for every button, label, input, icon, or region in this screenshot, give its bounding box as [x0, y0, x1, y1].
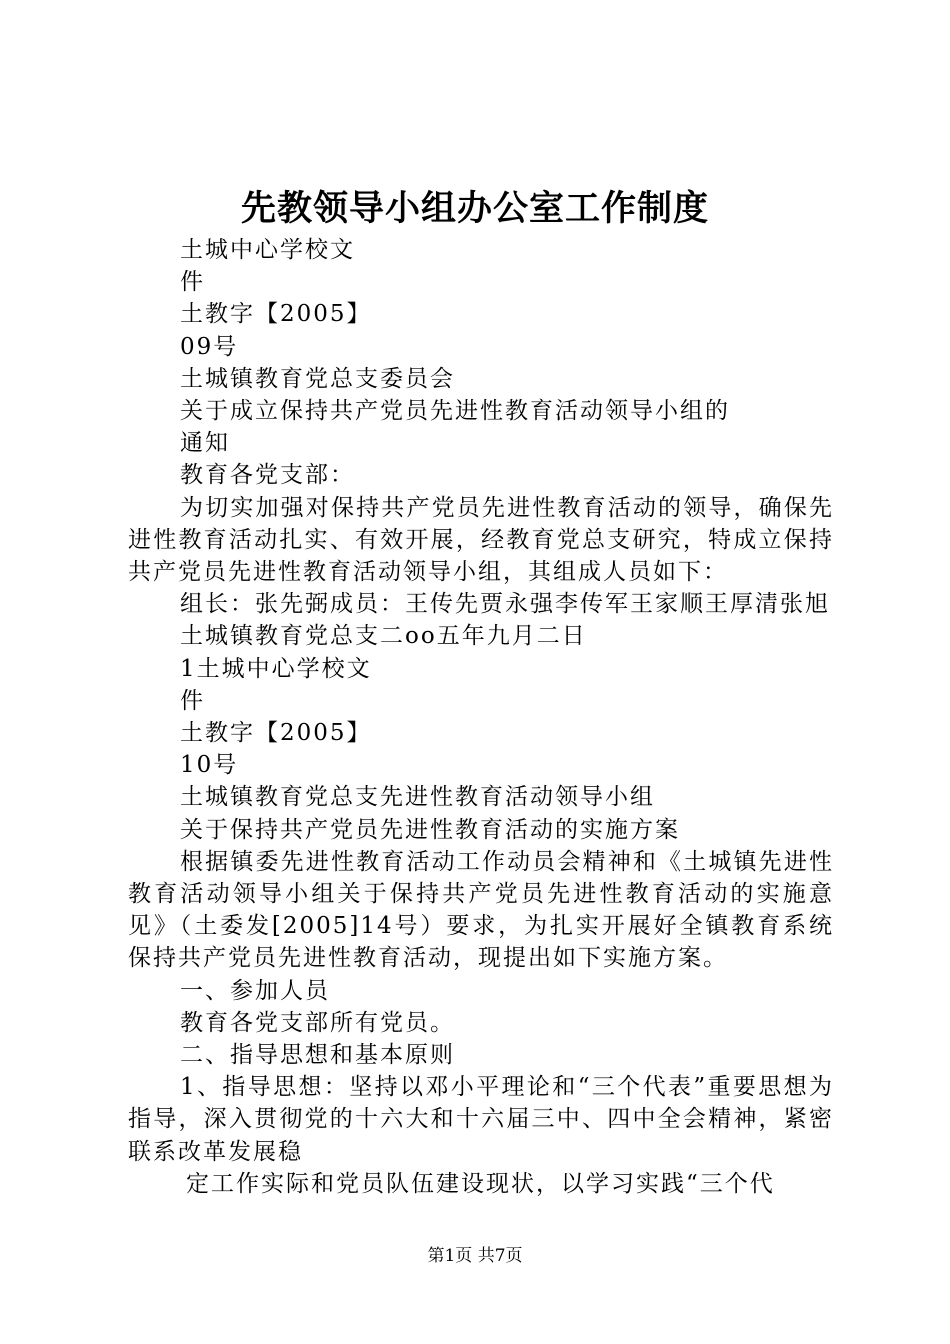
paragraph: 1土城中心学校文: [180, 655, 372, 682]
paragraph: 土教字【2005】: [180, 301, 372, 328]
paragraph: 一、参加人员: [180, 977, 330, 1004]
paragraph: 教育各党支部：: [180, 462, 355, 489]
paragraph: 10号: [180, 752, 239, 779]
paragraph: 土教字【2005】: [180, 720, 372, 747]
paragraph: 件: [180, 687, 205, 714]
paragraph: 教育各党支部所有党员。: [180, 1009, 455, 1036]
paragraph: 土城镇教育党总支先进性教育活动领导小组: [180, 784, 655, 811]
paragraph: 为切实加强对保持共产党员先进性教育活动的领导，确保先进性教育活动扎实、有效开展，经教育党总支研究，特成立保持共产党员先进性教育活动领导小组，其组成人员如下：: [128, 494, 834, 586]
paragraph: 1、指导思想：坚持以邓小平理论和“三个代表”重要思想为指导，深入贯彻党的十六大和十六届三中、四中全会精神，紧密联系改革发展稳: [128, 1074, 834, 1165]
paragraph: 组长：张先弼成员：王传先贾永强李传军王家顺王厚清张旭: [180, 591, 830, 618]
paragraph: 土城镇教育党总支委员会: [180, 365, 455, 392]
paragraph: 通知: [180, 430, 230, 457]
paragraph: 土城中心学校文: [180, 237, 355, 263]
paragraph: 件: [180, 269, 205, 296]
paragraph: 土城镇教育党总支二oo五年九月二日: [180, 623, 587, 650]
page-number-footer: 第1页 共7页: [427, 1246, 523, 1266]
paragraph: 二、指导思想和基本原则: [180, 1042, 455, 1069]
paragraph: 关于保持共产党员先进性教育活动的实施方案: [180, 816, 680, 843]
paragraph: 09号: [180, 333, 239, 360]
document-body: [128, 234, 834, 1200]
document-title: 先教领导小组办公室工作制度: [240, 188, 709, 229]
paragraph: 定工作实际和党员队伍建设现状，以学习实践“三个代: [186, 1170, 775, 1197]
paragraph: 关于成立保持共产党员先进性教育活动领导小组的: [180, 398, 730, 425]
paragraph: 根据镇委先进性教育活动工作动员会精神和《土城镇先进性教育活动领导小组关于保持共产党员先进性教育活动的实施意见》（土委发[2005]14号）要求，为扎实开展好全镇教育系统保持共产党员先进性教育活动，现提出如下实施方案。: [128, 848, 834, 972]
